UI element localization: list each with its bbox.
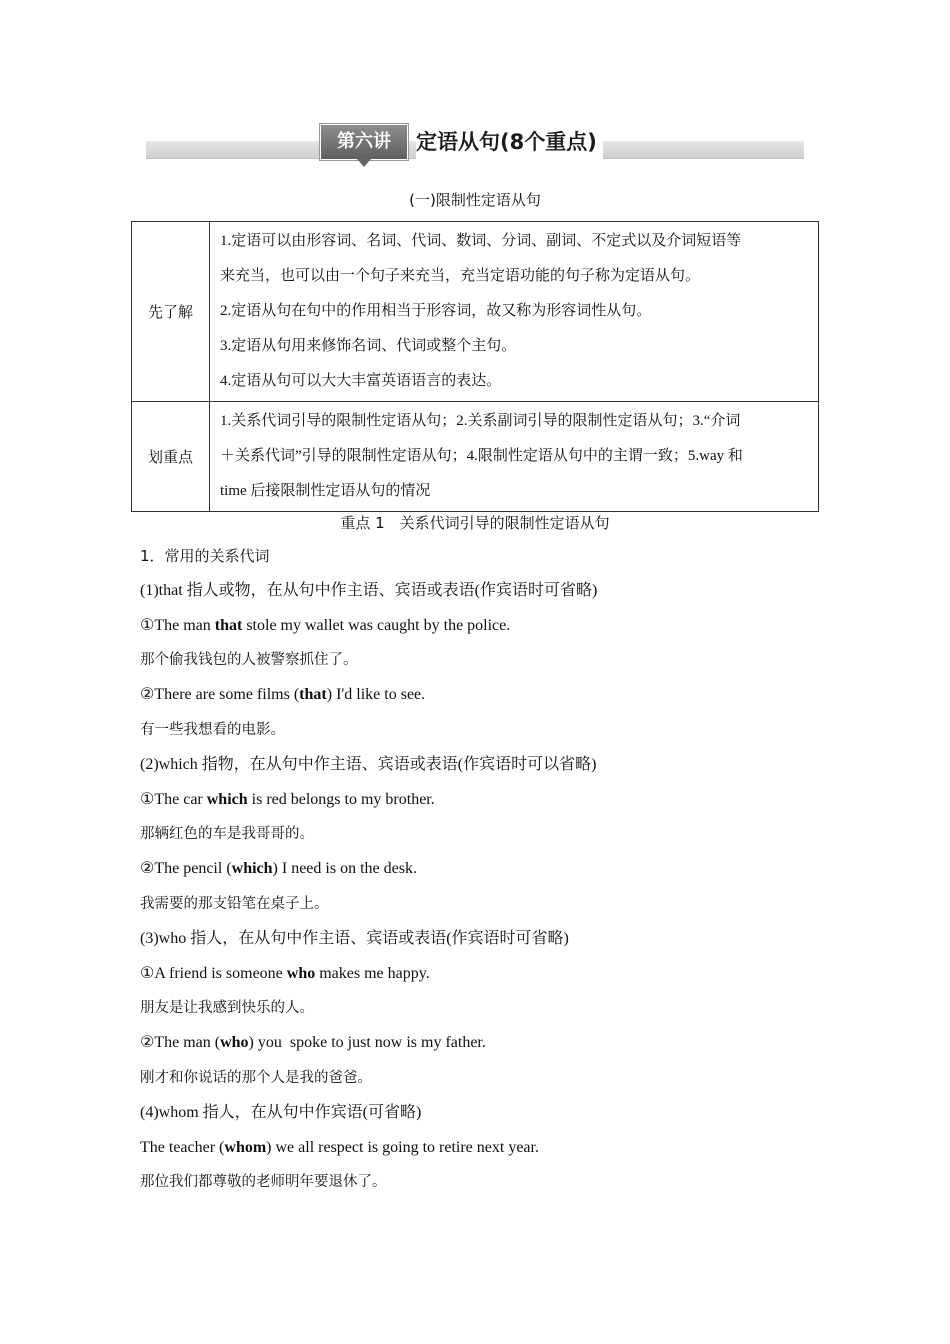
subsection-heading: 1．常用的关系代词 [140,547,270,565]
rule-which: (2)which 指物，在从句中作主语、宾语或表语(作宾语时可以省略) [140,755,597,773]
table-row [132,222,819,402]
content-line: ＋关系代词”引导的限制性定语从句；4.限制性定语从句中的主谓一致；5.way 和 [220,448,743,464]
keyword: who [286,964,316,982]
translation: 那辆红色的车是我哥哥的。 [140,826,314,843]
row-label-keypoints: 划重点 [132,402,210,512]
content-line: 1.定语可以由形容词、名词、代词、数词、分词、副词、不定式以及介词短语等 [220,233,742,249]
keyword: that [299,686,327,704]
key-point-heading: 重点 1 关系代词引导的限制性定语从句 [340,514,610,532]
content-line: 来充当，也可以由一个句子来充当，充当定语功能的句子称为定语从句。 [220,268,701,284]
content-line: 4.定语从句可以大大丰富英语语言的表达。 [220,373,502,389]
translation: 那位我们都尊敬的老师明年要退休了。 [140,1174,387,1191]
lecture-title: 定语从句(8个重点) [416,124,603,160]
example-sentence: ②The man (who) you spoke to just now is my father. [140,1034,486,1052]
example-sentence: ①A friend is someone who makes me happy. [140,964,430,982]
content-line: 3.定语从句用来修饰名词、代词或整个主句。 [220,338,517,354]
document-body [140,539,820,1200]
translation: 那个偷我钱包的人被警察抓住了。 [140,652,358,669]
translation: 我需要的那支铅笔在桌子上。 [140,895,329,912]
translation: 刚才和你说话的那个人是我的爸爸。 [140,1069,372,1086]
keyword: which [231,860,273,878]
row-content-keypoints [210,402,819,512]
content-line: 1.关系代词引导的限制性定语从句；2.关系副词引导的限制性定语从句；3.“介词 [220,413,741,429]
row-content-understand [210,222,819,402]
table-row [132,402,819,512]
example-sentence: ②There are some films (that) I'd like to see. [140,686,426,704]
keyword: whom [224,1138,267,1156]
row-label-understand: 先了解 [132,222,210,402]
example-sentence: ①The man that stole my wallet was caught by the police. [140,616,511,634]
lecture-label: 第六讲 [320,124,408,160]
keyword: that [214,616,243,634]
content-line: 2.定语从句在句中的作用相当于形容词，故又称为形容词性从句。 [220,303,652,319]
rule-who: (3)who 指人，在从句中作主语、宾语或表语(作宾语时可省略) [140,929,569,947]
keyword: which [206,790,248,808]
keyword: who [220,1034,249,1052]
translation: 有一些我想看的电影。 [140,721,285,738]
translation: 朋友是让我感到快乐的人。 [140,1000,314,1017]
lecture-banner [146,122,804,168]
section-title: (一)限制性定语从句 [409,191,541,209]
summary-table [131,221,819,512]
example-sentence: ①The car which is red belongs to my brother. [140,790,435,808]
example-sentence: ②The pencil (which) I need is on the desk. [140,860,417,878]
rule-whom: (4)whom 指人，在从句中作宾语(可省略) [140,1103,422,1121]
content-line: time 后接限制性定语从句的情况 [220,483,431,499]
example-sentence: The teacher (whom) we all respect is going to retire next year. [140,1138,539,1156]
rule-that: (1)that 指人或物，在从句中作主语、宾语或表语(作宾语时可省略) [140,581,598,599]
